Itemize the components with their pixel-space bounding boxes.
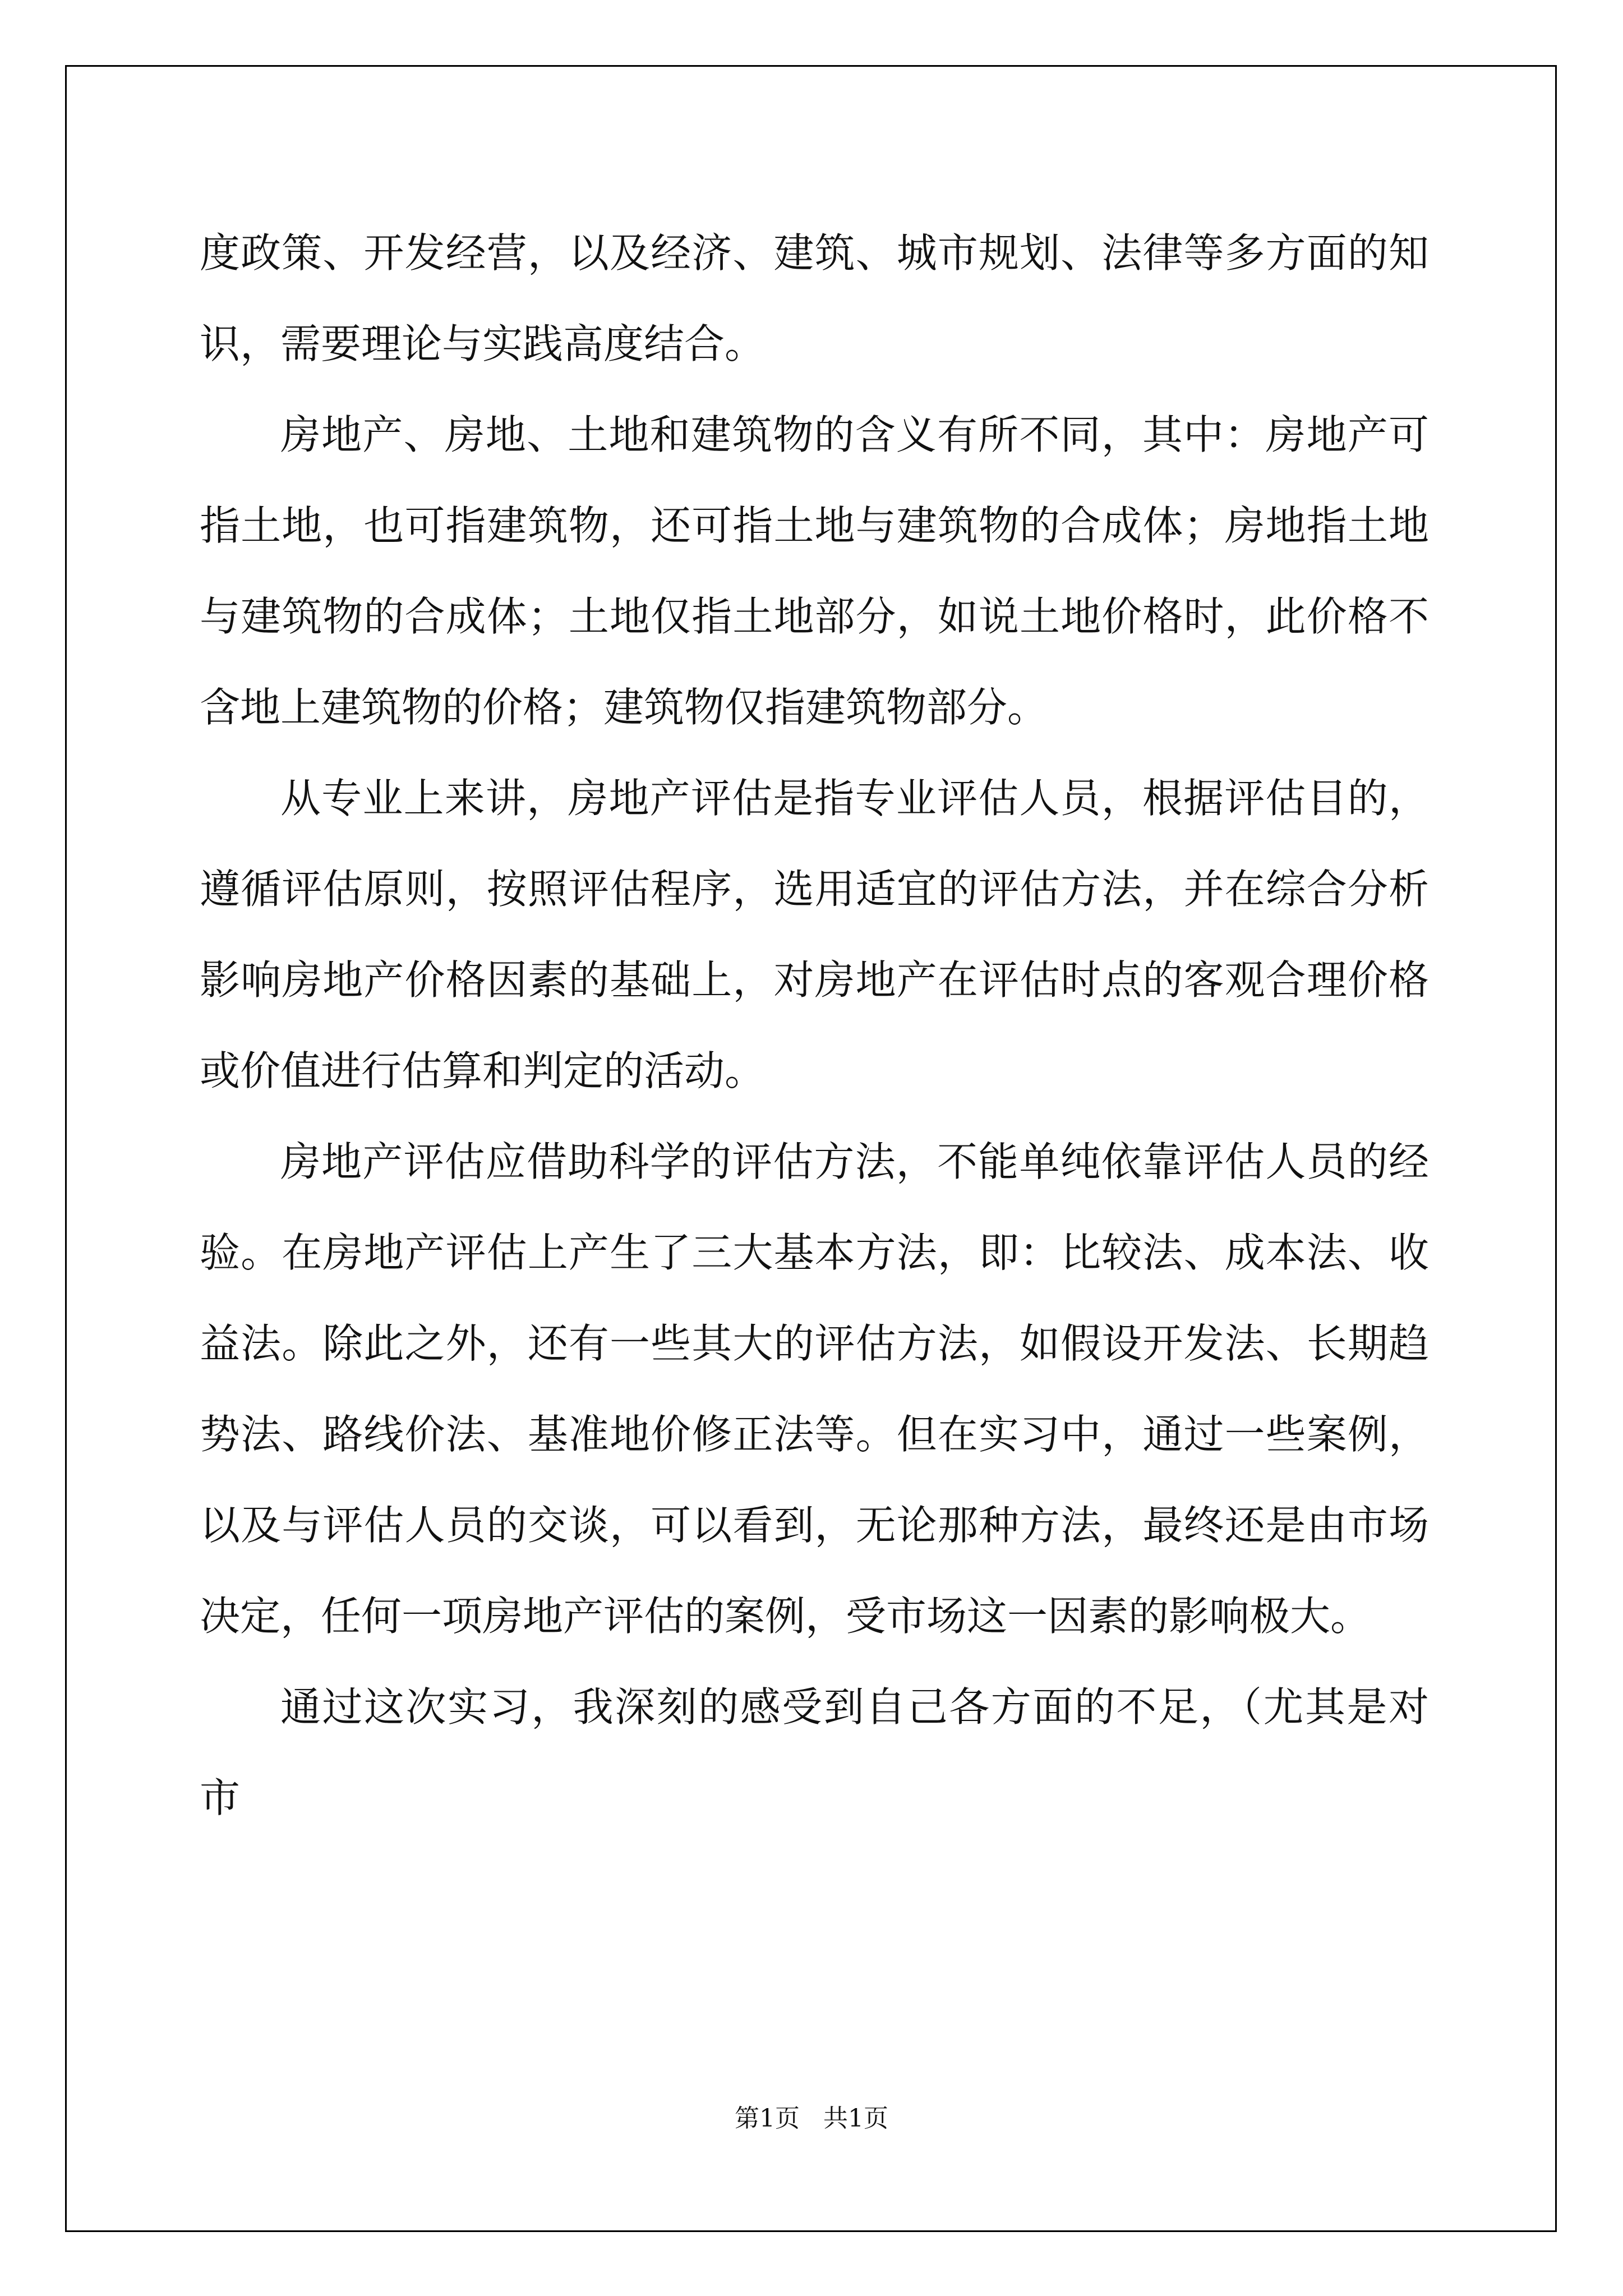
page-footer: 第1页 共1页 <box>735 2104 888 2133</box>
paragraph-3: 从专业上来讲，房地产评估是指专业评估人员，根据评估目的，遵循评估原则，按照评估程序，选用适宜的评估方法，并在综合分析影响房地产价格因素的基础上，对房地产在评估时点的客观合理价格或价值进行估算和判定的活动。 <box>200 775 1429 1094</box>
paragraph-4: 房地产评估应借助科学的评估方法，不能单纯依靠评估人员的经验。在房地产评估上产生了三大基本方法，即：比较法、成本法、收益法。除此之外，还有一些其大的评估方法，如假设开发法、长期趋势法、路线价法、基准地价修正法等。但在实习中，通过一些案例，以及与评估人员的交谈，可以看到，无论那种方法，最终还是由市场决定，任何一项房地产评估的案例，受市场这一因素的影响极大。 <box>200 1138 1429 1640</box>
paragraph-1: 度政策、开发经营，以及经济、建筑、城市规划、法律等多方面的知识，需要理论与实践高度结合。 <box>200 229 1429 367</box>
document-body <box>200 208 1429 1843</box>
paragraph-5: 通过这次实习，我深刻的感受到自己各方面的不足，（尤其是对市 <box>200 1683 1429 1821</box>
paragraph-2: 房地产、房地、土地和建筑物的含义有所不同，其中：房地产可指土地，也可指建筑物，还可指土地与建筑物的合成体；房地指土地与建筑物的合成体；土地仅指土地部分，如说土地价格时，此价格不含地上建筑物的价格；建筑物仅指建筑物部分。 <box>200 411 1429 731</box>
